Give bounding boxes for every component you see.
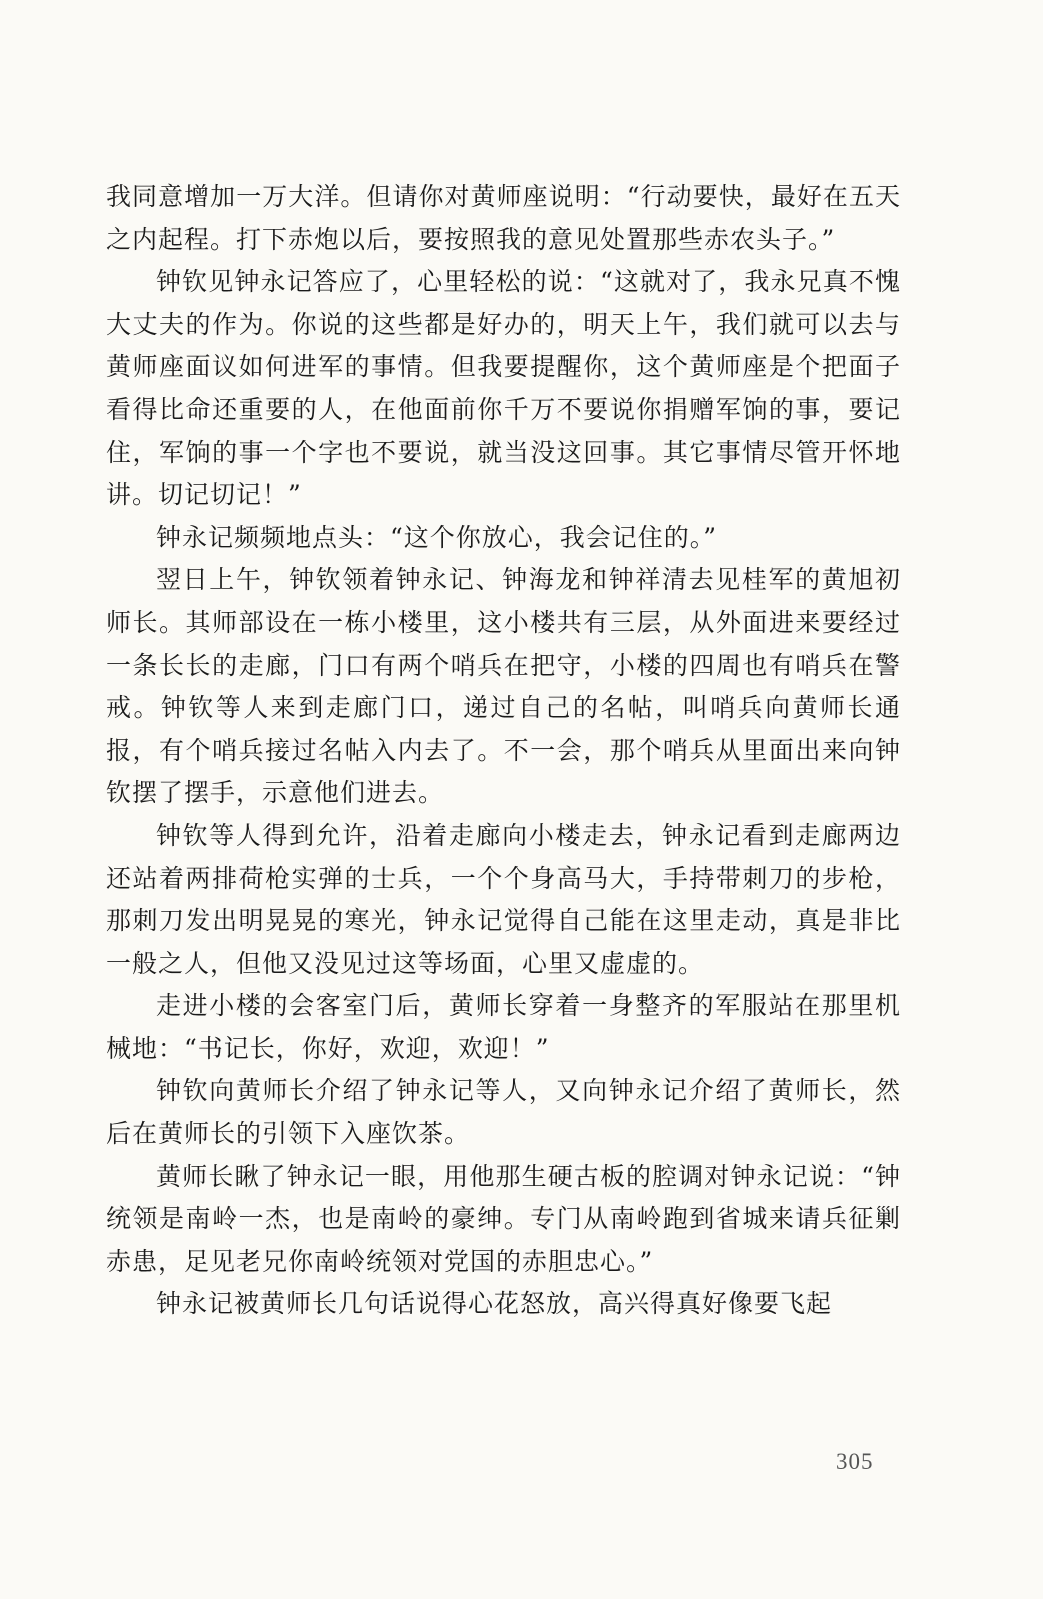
page-number: 305 [836,1449,874,1474]
paragraph: 走进小楼的会客室门后，黄师长穿着一身整齐的军服站在那里机械地：“书记长，你好，欢迎，欢迎！” [106,991,901,1063]
paragraph: 钟钦向黄师长介绍了钟永记等人，又向钟永记介绍了黄师长，然后在黄师长的引领下入座饮茶。 [106,1076,901,1149]
paragraph: 翌日上午，钟钦领着钟永记、钟海龙和钟祥清去见桂军的黄旭初师长。其师部设在一栋小楼里，这小楼共有三层，从外面进来要经过一条长长的走廊，门口有两个哨兵在把守，小楼的四周也有哨兵在警戒。钟钦等人来到走廊门口，递过自己的名帖，叫哨兵向黄师长通报，有个哨兵接过名帖入内去了。不一会，那个哨兵从里面出来向钟钦摆了摆手，示意他们进去。 [106,565,901,808]
paragraph: 钟钦见钟永记答应了，心里轻松的说：“这就对了，我永兄真不愧大丈夫的作为。你说的这些都是好办的，明天上午，我们就可以去与黄师座面议如何进军的事情。但我要提醒你，这个黄师座是个把面子看得比命还重要的人，在他面前你千万不要说你捐赠军饷的事，要记住，军饷的事一个字也不要说，就当没这回事。其它事情尽管开怀地讲。切记切记！” [106,267,901,510]
paragraph: 黄师长瞅了钟永记一眼，用他那生硬古板的腔调对钟永记说：“钟统领是南岭一杰，也是南岭的豪绅。专门从南岭跑到省城来请兵征剿赤患，足见老兄你南岭统领对党国的赤胆忠心。” [106,1161,901,1276]
paragraph: 钟永记频频地点头：“这个你放心，我会记住的。” [156,522,718,552]
paragraph: 我同意增加一万大洋。但请你对黄师座说明：“行动要快，最好在五天之内起程。打下赤炮以后，要按照我的意见处置那些赤农头子。” [106,182,901,254]
body-text [106,176,901,1326]
paragraph: 钟钦等人得到允许，沿着走廊向小楼走去，钟永记看到走廊两边还站着两排荷枪实弹的士兵，一个个身高马大，手持带刺刀的步枪，那刺刀发出明晃晃的寒光，钟永记觉得自己能在这里走动，真是非比一般之人，但他又没见过这等场面，心里又虚虚的。 [106,820,901,978]
paragraph: 钟永记被黄师长几句话说得心花怒放，高兴得真好像要飞起 [156,1289,833,1319]
